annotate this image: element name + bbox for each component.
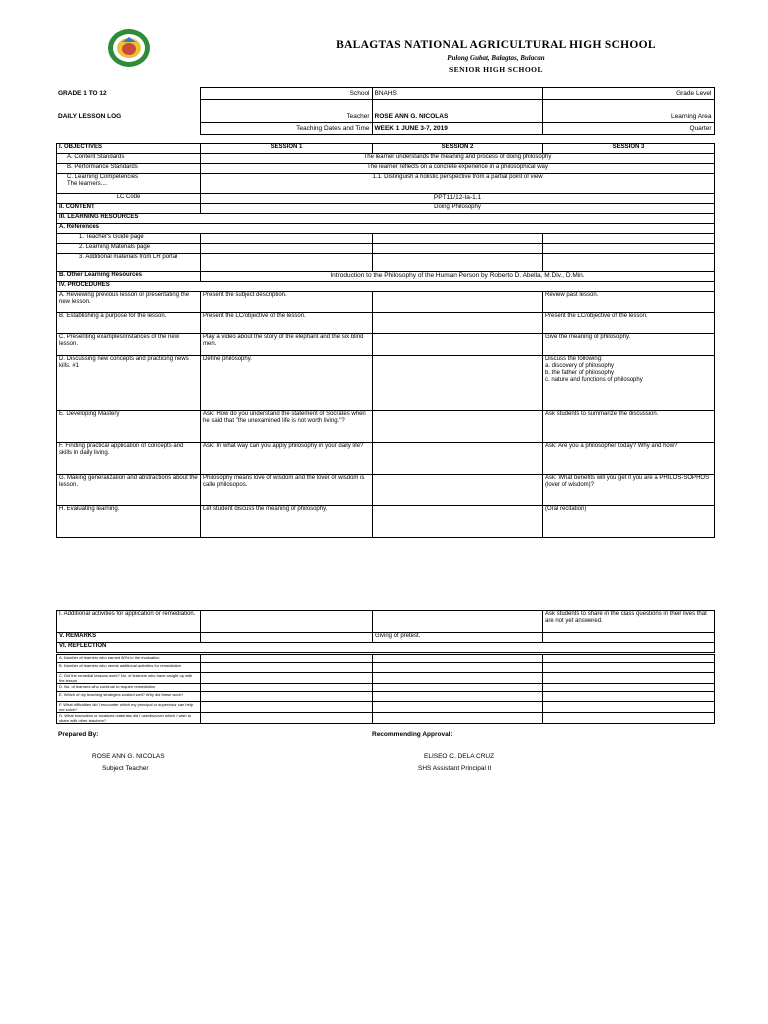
grade-level-label: Grade Level [542,88,714,100]
reflection-item: C. Did the remedial lessons work? No. of learners who have caught up with the lesson. [57,673,201,684]
procedure-session2 [373,313,543,334]
preparer-name: ROSE ANN G. NICOLAS [92,753,165,760]
procedure-label: F. Finding practical application of concepts and skills in daily living. [57,443,201,475]
reflection-item: F. What difficulties did I encounter which my principal or supervisor can help me solve? [57,702,201,713]
procedure-label: C. Presenting examples/instances of the new lesson. [57,334,201,356]
procedure-session3: Ask students to summarize the discussion. [543,411,715,443]
content-heading: II. CONTENT [57,204,201,214]
procedure-session1: Ask: In what way can you apply philosophy in your daily life? [201,443,373,475]
procedure-label: G. Making generalization and abstractions about the lesson. [57,475,201,506]
procedure-session1: Philosophy means love of wisdom and the lover of wisdom is calle philosopos. [201,475,373,506]
procedure-label: B. Establishing a purpose for the lesson. [57,313,201,334]
learning-resources-heading: III. LEARNING RESOURCES [57,214,715,224]
content-value: Doing Philosophy [201,204,715,214]
procedures-heading: IV. PROCEDURES [57,282,715,292]
references-heading: A. References [57,224,715,234]
approver-name: ELISEO C. DELA CRUZ [424,753,495,760]
other-resources-label: B. Other Learning Resources [57,272,201,282]
grade-label: GRADE 1 TO 12 [58,89,107,97]
lc-code-label: LC Code [57,194,201,204]
quarter-label: Quarter [542,123,714,135]
content-standards-value: The learner understands the meaning and process of doing philosophy [201,154,715,164]
procedure-session2 [373,506,543,538]
session2-heading: SESSION 2 [373,144,543,154]
reflection-heading: VI. REFLECTION [57,643,715,653]
content-standards-label: A. Content Standards [57,154,201,164]
preparer-title: Subject Teacher [102,765,149,772]
procedure-session1: Ask: How do you understand the statement of Socrates when he said that "the unexamined life is not worth living."? [201,411,373,443]
additional-materials-label: 3. Additional materials from LR portal [57,254,201,272]
teacher-label: Teacher [200,111,372,123]
reflection-item: B. Number of learners who needs additional activities for remediation [57,663,201,673]
procedure-session1: Present the subject description. [201,292,373,313]
procedure-session1: Define philosophy. [201,356,373,411]
procedure-session2 [373,292,543,313]
prepared-by-label: Prepared By: [58,731,99,738]
lower-table [56,610,715,653]
dates-value: WEEK 1 JUNE 3-7, 2019 [372,123,542,135]
procedure-session1: Present the LC/objective of the lesson. [201,313,373,334]
objectives-heading: I. OBJECTIVES [57,144,201,154]
school-department: SENIOR HIGH SCHOOL [448,65,544,74]
procedure-session2 [373,443,543,475]
procedure-label: D. Discussing new concepts and practicing news kills. #1 [57,356,201,411]
procedure-session3: Present the LC/objective of the lesson. [543,313,715,334]
reflection-table [56,654,715,724]
procedure-label: H. Evaluating learning. [57,506,201,538]
session3-heading: SESSION 3 [543,144,715,154]
remarks-heading: V. REMARKS [57,633,201,643]
log-label: DAILY LESSON LOG [58,113,122,120]
lc-code-value: PPT11/12-Ia-1.1 [201,194,715,204]
reflection-item: A. Number of learners who earned 80% in the evaluation [57,655,201,663]
competencies-label: C. Learning Competencies The learners.... [57,174,201,194]
learning-area-label: Learning Area [542,111,714,123]
school-label: School [200,88,372,100]
performance-standards-value: The learner reflects on a concrete experience in a philosophical way [201,164,715,174]
teacher-value: ROSE ANN G. NICOLAS [372,111,542,123]
additional-activities-label: I. Additional activities for application or remediation. [57,611,201,633]
reflection-item: E. Which of my teaching strategies worked well? Why did these work? [57,692,201,702]
other-resources-value: Introduction to the Philosophy of the Human Person by Roberto D. Abella, M.Div., D.Min. [201,272,715,282]
procedure-session1: Play a video about the story of the elephant and the six blind men. [201,334,373,356]
procedure-session1: Let student discuss the meaning of philosophy. [201,506,373,538]
reflection-item: G. What innovation or localized materials did I use/discover which I wish to share with other teachers? [57,713,201,724]
remarks-session2: Giving of pretest. [373,633,543,643]
procedure-session3: Ask: What benefits will you get if you are a PHILOS-SOPHOS (lover of wisdom)? [543,475,715,506]
lesson-table [56,143,715,538]
school-name: BALAGTAS NATIONAL AGRICULTURAL HIGH SCHOOL [336,39,656,51]
school-address: Pulong Gubat, Balagtas, Bulacan [447,54,545,62]
competencies-value: 1.1. Distinguish a holistic perspective from a partial point of view [201,174,715,194]
procedure-session3: (Oral recitation) [543,506,715,538]
reflection-item: D. No. of learners who continue to require remediation [57,684,201,692]
approver-title: SHS Assistant Principal II [418,765,492,772]
dates-label: Teaching Dates and Time [200,123,372,135]
procedure-session2 [373,475,543,506]
school-value: BNAHS [372,88,542,100]
procedure-session2 [373,411,543,443]
recommending-approval-label: Recommending Approval: [372,731,453,738]
procedure-session3: Discuss the following: a. discovery of philosophy b. the father of philosophy c. nature and functions of philosophy [543,356,715,411]
procedure-session2 [373,334,543,356]
additional-activities-session3: Ask students to share in the class questions in their lives that are not yet answered. [543,611,715,633]
procedure-session3: Give the meaning of philosophy. [543,334,715,356]
teachers-guide-label: 1. Teacher's Guide page [57,234,201,244]
school-logo [107,28,151,68]
procedure-session3: Ask: Are you a philosopher today? Why and how? [543,443,715,475]
procedure-label: E. Developing Mastery [57,411,201,443]
performance-standards-label: B. Performance Standards [57,164,201,174]
procedure-label: A. Reviewing previous lesson or presentating the new lesson. [57,292,201,313]
learning-materials-label: 2. Learning Materials page [57,244,201,254]
procedure-session3: Review past lesson. [543,292,715,313]
procedure-session2 [373,356,543,411]
session1-heading: SESSION 1 [201,144,373,154]
info-table [56,87,715,135]
